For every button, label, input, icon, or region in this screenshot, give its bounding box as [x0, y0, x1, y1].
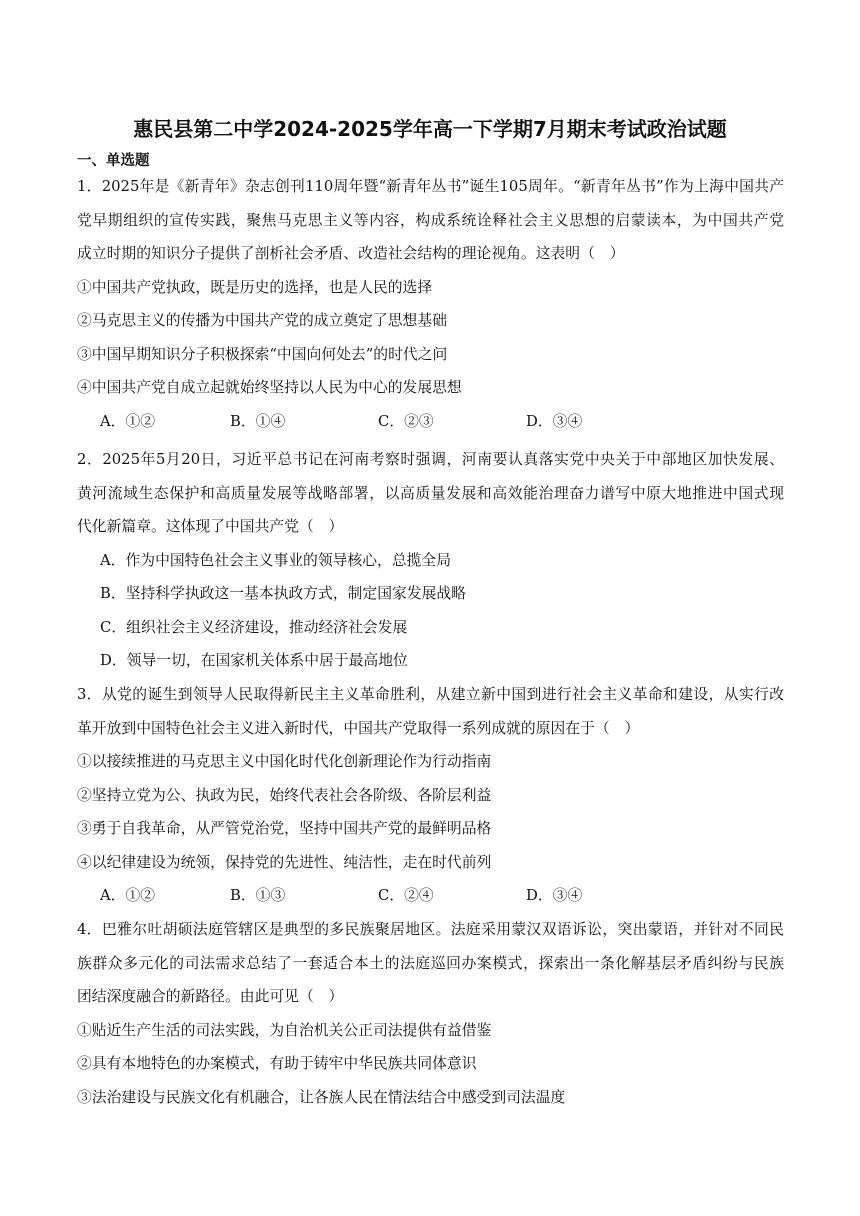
option-b[interactable]: B．①③: [230, 887, 286, 904]
section-heading: 一、单选题: [77, 153, 150, 169]
option-c[interactable]: C．组织社会主义经济建设，推动经济社会发展: [100, 618, 408, 636]
question-stem-line: 团结深度融合的新路径。由此可见（ ）: [77, 988, 344, 1005]
option-d[interactable]: D．③④: [526, 412, 583, 430]
statement-item: ②马克思主义的传播为中国共产党的成立奠定了思想基础: [77, 312, 447, 329]
option-d[interactable]: D．领导一切，在国家机关体系中居于最高地位: [100, 652, 408, 669]
statement-item: ③法治建设与民族文化有机融合，让各族人民在情法结合中感受到司法温度: [77, 1088, 566, 1106]
answer-options: [77, 405, 784, 439]
question-stem-line: 黄河流域生态保护和高质量发展等战略部署，以高质量发展和高效能治理奋力谱写中原大地推进中国式现: [77, 484, 784, 502]
question-stem-line: 成立时期的知识分子提供了剖析社会矛盾、改造社会结构的理论视角。这表明（ ）: [77, 245, 625, 262]
statement-item: ③勇于自我革命，从严管党治党，坚持中国共产党的最鲜明品格: [77, 820, 492, 837]
option-b[interactable]: B．坚持科学执政这一基本执政方式，制定国家发展战略: [100, 585, 467, 602]
question-stem-line: 1．2025年是《新青年》杂志创刊110周年暨“新青年丛书”诞生105周年。“新青年丛书”作为上海中国共产: [77, 178, 784, 195]
question-stem-line: 4．巴雅尔吐胡硕法庭管辖区是典型的多民族聚居地区。法庭采用蒙汉双语诉讼，突出蒙语，并针对不同民: [77, 921, 784, 938]
statement-item: ②具有本地特色的办案模式，有助于铸牢中华民族共同体意识: [77, 1055, 477, 1072]
option-d[interactable]: D．③④: [526, 887, 583, 904]
statement-item: ④中国共产党自成立起就始终坚持以人民为中心的发展思想: [77, 379, 462, 396]
question-stem-line: 族群众多元化的司法需求总结了一套适合本土的法庭巡回办案模式，探索出一条化解基层矛盾纠纷与民族: [77, 954, 784, 972]
question-1: [77, 170, 784, 438]
statement-item: ①以接续推进的马克思主义中国化时代化创新理论作为行动指南: [77, 753, 492, 770]
question-stem-line: 党早期组织的宣传实践，聚焦马克思主义等内容，构成系统诠释社会主义思想的启蒙读本，为中国共产党: [77, 211, 784, 229]
option-c[interactable]: C．②③: [378, 412, 434, 430]
option-a[interactable]: A．①②: [100, 412, 156, 430]
option-b[interactable]: B．①④: [230, 412, 286, 430]
statement-item: ③中国早期知识分子积极探索“中国向何处去”的时代之问: [77, 345, 448, 363]
question-4: [77, 913, 784, 1114]
answer-options: [77, 879, 784, 913]
question-2: [77, 443, 784, 678]
question-stem-line: 代化新篇章。这体现了中国共产党（ ）: [77, 518, 344, 535]
question-stem-line: 2．2025年5月20日，习近平总书记在河南考察时强调，河南要认真落实党中央关于中部地区加快发展、: [77, 451, 784, 468]
exam-title: 惠民县第二中学2024-2025学年高一下学期7月期末考试政治试题: [133, 117, 727, 141]
question-stem-line: 革开放到中国特色社会主义进入新时代，中国共产党取得一系列成就的原因在于（ ）: [77, 719, 640, 737]
option-a[interactable]: A．作为中国特色社会主义事业的领导核心，总揽全局: [100, 551, 452, 569]
question-stem-line: 3．从党的诞生到领导人民取得新民主主义革命胜利，从建立新中国到进行社会主义革命和建设，从实行改: [77, 686, 784, 703]
statement-item: ②坚持立党为公、执政为民，始终代表社会各阶级、各阶层利益: [77, 786, 492, 804]
statement-item: ①中国共产党执政，既是历史的选择，也是人民的选择: [77, 278, 433, 296]
statement-item: ④以纪律建设为统领，保持党的先进性、纯洁性，走在时代前列: [77, 853, 492, 871]
option-a[interactable]: A．①②: [100, 887, 156, 904]
option-c[interactable]: C．②④: [378, 887, 434, 904]
question-3: [77, 678, 784, 913]
statement-item: ①贴近生产生活的司法实践，为自治机关公正司法提供有益借鉴: [77, 1021, 492, 1039]
